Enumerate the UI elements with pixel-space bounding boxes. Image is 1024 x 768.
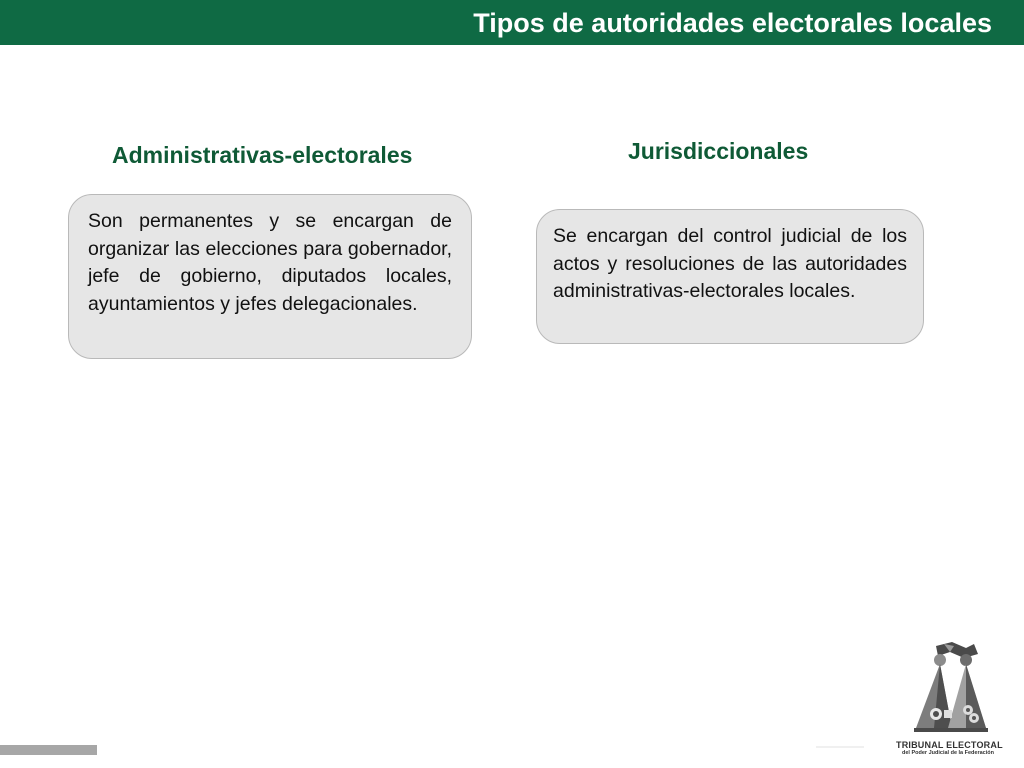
tribunal-emblem-icon [904,640,992,738]
footer-divider [816,746,864,748]
footer-bar [0,745,97,755]
page-title: Tipos de autoridades electorales locales [473,8,992,38]
heading-administrativas-electorales: Administrativas-electorales [112,142,413,168]
logo-name: TRIBUNAL ELECTORAL [896,740,1003,750]
title-bar [0,0,1024,45]
administrativas-description-box: Son permanentes y se encargan de organizar las elecciones para gobernador, jefe de gobierno, diputados locales, ayuntamientos y jefes delegacionales. [68,194,472,359]
jurisdiccionales-description-box: Se encargan del control judicial de los actos y resoluciones de las autoridades administrativas-electorales locales. [536,209,924,344]
heading-jurisdiccionales: Jurisdiccionales [628,138,809,164]
logo-subtitle: del Poder Judicial de la Federación [901,750,994,756]
tribunal-logo [896,640,1003,760]
